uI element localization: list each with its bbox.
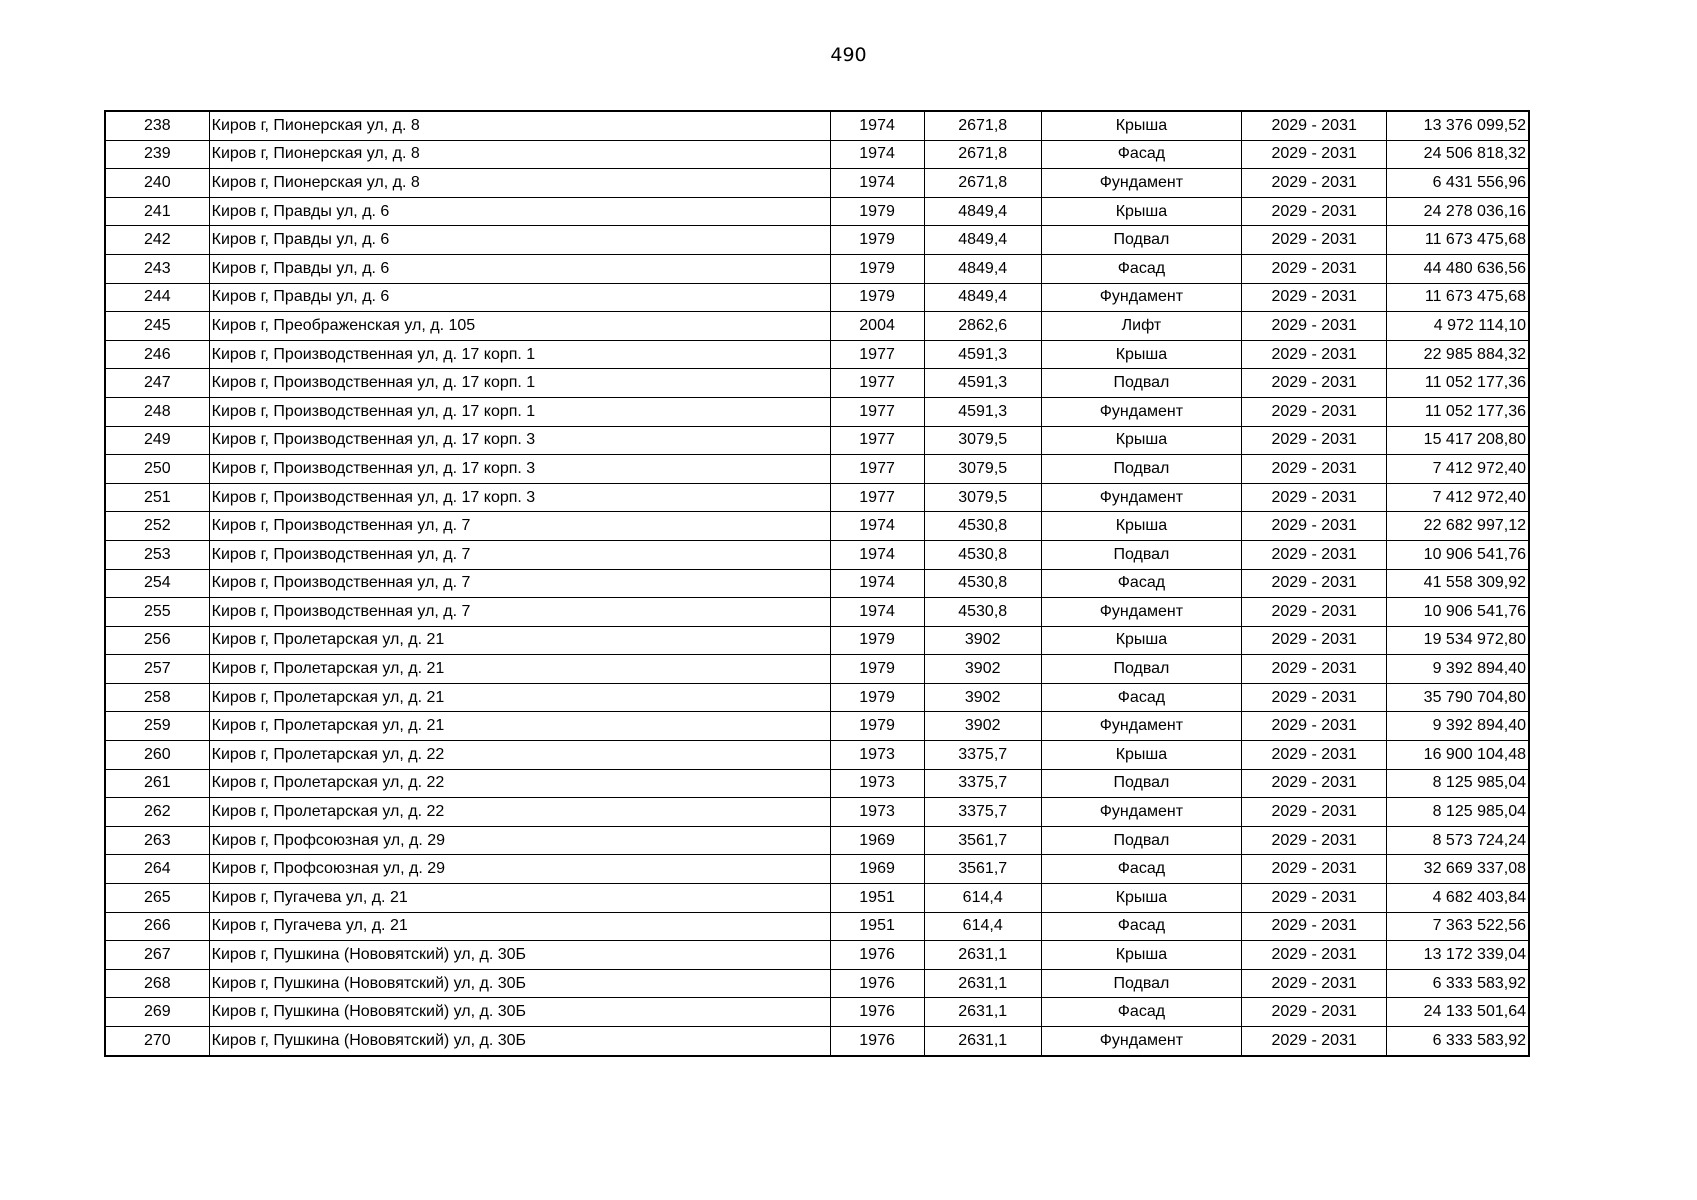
row-number-cell: 242 bbox=[105, 226, 209, 255]
cost-cell: 13 376 099,52 bbox=[1387, 111, 1529, 140]
cost-cell: 6 333 583,92 bbox=[1387, 969, 1529, 998]
period-cell: 2029 - 2031 bbox=[1242, 712, 1387, 741]
address-cell: Киров г, Пугачева ул, д. 21 bbox=[209, 884, 830, 913]
cost-cell: 8 125 985,04 bbox=[1387, 798, 1529, 827]
address-cell: Киров г, Правды ул, д. 6 bbox=[209, 283, 830, 312]
address-cell: Киров г, Правды ул, д. 6 bbox=[209, 254, 830, 283]
cost-cell: 11 673 475,68 bbox=[1387, 283, 1529, 312]
area-cell: 4530,8 bbox=[924, 598, 1041, 627]
address-cell: Киров г, Пушкина (Нововятский) ул, д. 30Б bbox=[209, 941, 830, 970]
row-number-cell: 265 bbox=[105, 884, 209, 913]
repair-schedule-table bbox=[104, 110, 1530, 1057]
table-row bbox=[105, 569, 1529, 598]
period-cell: 2029 - 2031 bbox=[1242, 969, 1387, 998]
row-number-cell: 269 bbox=[105, 998, 209, 1027]
period-cell: 2029 - 2031 bbox=[1242, 655, 1387, 684]
address-cell: Киров г, Профсоюзная ул, д. 29 bbox=[209, 855, 830, 884]
table-row bbox=[105, 312, 1529, 341]
work-type-cell: Подвал bbox=[1041, 769, 1241, 798]
table-row bbox=[105, 598, 1529, 627]
row-number-cell: 248 bbox=[105, 397, 209, 426]
work-type-cell: Крыша bbox=[1041, 741, 1241, 770]
period-cell: 2029 - 2031 bbox=[1242, 397, 1387, 426]
table-row bbox=[105, 626, 1529, 655]
row-number-cell: 256 bbox=[105, 626, 209, 655]
cost-cell: 9 392 894,40 bbox=[1387, 712, 1529, 741]
row-number-cell: 263 bbox=[105, 826, 209, 855]
cost-cell: 41 558 309,92 bbox=[1387, 569, 1529, 598]
table-row bbox=[105, 683, 1529, 712]
year-built-cell: 1969 bbox=[830, 855, 924, 884]
cost-cell: 10 906 541,76 bbox=[1387, 598, 1529, 627]
work-type-cell: Фундамент bbox=[1041, 1027, 1241, 1056]
table-row bbox=[105, 769, 1529, 798]
table-row bbox=[105, 969, 1529, 998]
work-type-cell: Подвал bbox=[1041, 369, 1241, 398]
year-built-cell: 1977 bbox=[830, 483, 924, 512]
table-row bbox=[105, 140, 1529, 169]
address-cell: Киров г, Пролетарская ул, д. 22 bbox=[209, 769, 830, 798]
address-cell: Киров г, Пролетарская ул, д. 21 bbox=[209, 712, 830, 741]
cost-cell: 22 985 884,32 bbox=[1387, 340, 1529, 369]
table-row bbox=[105, 169, 1529, 198]
cost-cell: 13 172 339,04 bbox=[1387, 941, 1529, 970]
address-cell: Киров г, Пролетарская ул, д. 22 bbox=[209, 741, 830, 770]
work-type-cell: Крыша bbox=[1041, 626, 1241, 655]
work-type-cell: Крыша bbox=[1041, 884, 1241, 913]
year-built-cell: 1974 bbox=[830, 569, 924, 598]
row-number-cell: 260 bbox=[105, 741, 209, 770]
table-row bbox=[105, 855, 1529, 884]
cost-cell: 4 972 114,10 bbox=[1387, 312, 1529, 341]
cost-cell: 35 790 704,80 bbox=[1387, 683, 1529, 712]
area-cell: 3902 bbox=[924, 626, 1041, 655]
area-cell: 3561,7 bbox=[924, 826, 1041, 855]
table-body bbox=[105, 111, 1529, 1056]
period-cell: 2029 - 2031 bbox=[1242, 826, 1387, 855]
address-cell: Киров г, Производственная ул, д. 17 корп. 1 bbox=[209, 340, 830, 369]
table-row bbox=[105, 655, 1529, 684]
row-number-cell: 253 bbox=[105, 540, 209, 569]
work-type-cell: Крыша bbox=[1041, 512, 1241, 541]
address-cell: Киров г, Пушкина (Нововятский) ул, д. 30Б bbox=[209, 969, 830, 998]
year-built-cell: 2004 bbox=[830, 312, 924, 341]
work-type-cell: Фасад bbox=[1041, 569, 1241, 598]
cost-cell: 7 363 522,56 bbox=[1387, 912, 1529, 941]
row-number-cell: 243 bbox=[105, 254, 209, 283]
work-type-cell: Подвал bbox=[1041, 826, 1241, 855]
year-built-cell: 1979 bbox=[830, 655, 924, 684]
area-cell: 2671,8 bbox=[924, 140, 1041, 169]
row-number-cell: 245 bbox=[105, 312, 209, 341]
table-row bbox=[105, 197, 1529, 226]
year-built-cell: 1979 bbox=[830, 254, 924, 283]
cost-cell: 8 125 985,04 bbox=[1387, 769, 1529, 798]
table-row bbox=[105, 912, 1529, 941]
cost-cell: 44 480 636,56 bbox=[1387, 254, 1529, 283]
address-cell: Киров г, Производственная ул, д. 17 корп. 1 bbox=[209, 397, 830, 426]
period-cell: 2029 - 2031 bbox=[1242, 626, 1387, 655]
year-built-cell: 1979 bbox=[830, 712, 924, 741]
cost-cell: 22 682 997,12 bbox=[1387, 512, 1529, 541]
period-cell: 2029 - 2031 bbox=[1242, 912, 1387, 941]
area-cell: 4849,4 bbox=[924, 254, 1041, 283]
period-cell: 2029 - 2031 bbox=[1242, 455, 1387, 484]
period-cell: 2029 - 2031 bbox=[1242, 798, 1387, 827]
work-type-cell: Фундамент bbox=[1041, 169, 1241, 198]
year-built-cell: 1977 bbox=[830, 369, 924, 398]
area-cell: 2631,1 bbox=[924, 1027, 1041, 1056]
period-cell: 2029 - 2031 bbox=[1242, 426, 1387, 455]
area-cell: 4849,4 bbox=[924, 283, 1041, 312]
area-cell: 3079,5 bbox=[924, 483, 1041, 512]
area-cell: 2671,8 bbox=[924, 169, 1041, 198]
work-type-cell: Лифт bbox=[1041, 312, 1241, 341]
row-number-cell: 262 bbox=[105, 798, 209, 827]
address-cell: Киров г, Производственная ул, д. 7 bbox=[209, 512, 830, 541]
table-row bbox=[105, 712, 1529, 741]
work-type-cell: Фасад bbox=[1041, 912, 1241, 941]
table-row bbox=[105, 798, 1529, 827]
work-type-cell: Крыша bbox=[1041, 941, 1241, 970]
cost-cell: 32 669 337,08 bbox=[1387, 855, 1529, 884]
address-cell: Киров г, Производственная ул, д. 7 bbox=[209, 540, 830, 569]
work-type-cell: Фундамент bbox=[1041, 798, 1241, 827]
year-built-cell: 1979 bbox=[830, 226, 924, 255]
year-built-cell: 1951 bbox=[830, 884, 924, 913]
area-cell: 3561,7 bbox=[924, 855, 1041, 884]
address-cell: Киров г, Производственная ул, д. 17 корп. 1 bbox=[209, 369, 830, 398]
table-row bbox=[105, 483, 1529, 512]
area-cell: 4849,4 bbox=[924, 226, 1041, 255]
address-cell: Киров г, Производственная ул, д. 7 bbox=[209, 569, 830, 598]
period-cell: 2029 - 2031 bbox=[1242, 169, 1387, 198]
row-number-cell: 241 bbox=[105, 197, 209, 226]
period-cell: 2029 - 2031 bbox=[1242, 312, 1387, 341]
year-built-cell: 1976 bbox=[830, 1027, 924, 1056]
area-cell: 3902 bbox=[924, 683, 1041, 712]
table-row bbox=[105, 512, 1529, 541]
address-cell: Киров г, Пролетарская ул, д. 21 bbox=[209, 683, 830, 712]
cost-cell: 6 333 583,92 bbox=[1387, 1027, 1529, 1056]
area-cell: 4591,3 bbox=[924, 397, 1041, 426]
year-built-cell: 1973 bbox=[830, 798, 924, 827]
address-cell: Киров г, Производственная ул, д. 17 корп. 3 bbox=[209, 483, 830, 512]
row-number-cell: 252 bbox=[105, 512, 209, 541]
table-row bbox=[105, 340, 1529, 369]
row-number-cell: 261 bbox=[105, 769, 209, 798]
table-row bbox=[105, 426, 1529, 455]
row-number-cell: 244 bbox=[105, 283, 209, 312]
cost-cell: 11 052 177,36 bbox=[1387, 397, 1529, 426]
period-cell: 2029 - 2031 bbox=[1242, 140, 1387, 169]
table-row bbox=[105, 741, 1529, 770]
area-cell: 2631,1 bbox=[924, 969, 1041, 998]
address-cell: Киров г, Пушкина (Нововятский) ул, д. 30Б bbox=[209, 1027, 830, 1056]
row-number-cell: 270 bbox=[105, 1027, 209, 1056]
address-cell: Киров г, Производственная ул, д. 17 корп. 3 bbox=[209, 426, 830, 455]
area-cell: 3902 bbox=[924, 712, 1041, 741]
year-built-cell: 1974 bbox=[830, 598, 924, 627]
area-cell: 4530,8 bbox=[924, 540, 1041, 569]
area-cell: 4530,8 bbox=[924, 569, 1041, 598]
work-type-cell: Фасад bbox=[1041, 140, 1241, 169]
table-row bbox=[105, 941, 1529, 970]
period-cell: 2029 - 2031 bbox=[1242, 283, 1387, 312]
area-cell: 3375,7 bbox=[924, 769, 1041, 798]
table-row bbox=[105, 884, 1529, 913]
year-built-cell: 1977 bbox=[830, 455, 924, 484]
period-cell: 2029 - 2031 bbox=[1242, 884, 1387, 913]
row-number-cell: 258 bbox=[105, 683, 209, 712]
row-number-cell: 240 bbox=[105, 169, 209, 198]
area-cell: 3902 bbox=[924, 655, 1041, 684]
work-type-cell: Фасад bbox=[1041, 254, 1241, 283]
address-cell: Киров г, Пионерская ул, д. 8 bbox=[209, 111, 830, 140]
area-cell: 2862,6 bbox=[924, 312, 1041, 341]
work-type-cell: Подвал bbox=[1041, 455, 1241, 484]
address-cell: Киров г, Пионерская ул, д. 8 bbox=[209, 169, 830, 198]
year-built-cell: 1973 bbox=[830, 769, 924, 798]
period-cell: 2029 - 2031 bbox=[1242, 855, 1387, 884]
row-number-cell: 257 bbox=[105, 655, 209, 684]
area-cell: 3079,5 bbox=[924, 426, 1041, 455]
period-cell: 2029 - 2031 bbox=[1242, 111, 1387, 140]
work-type-cell: Подвал bbox=[1041, 226, 1241, 255]
year-built-cell: 1951 bbox=[830, 912, 924, 941]
work-type-cell: Фундамент bbox=[1041, 283, 1241, 312]
table-row bbox=[105, 369, 1529, 398]
area-cell: 4849,4 bbox=[924, 197, 1041, 226]
period-cell: 2029 - 2031 bbox=[1242, 226, 1387, 255]
year-built-cell: 1979 bbox=[830, 683, 924, 712]
row-number-cell: 264 bbox=[105, 855, 209, 884]
year-built-cell: 1976 bbox=[830, 998, 924, 1027]
year-built-cell: 1974 bbox=[830, 169, 924, 198]
address-cell: Киров г, Правды ул, д. 6 bbox=[209, 226, 830, 255]
work-type-cell: Крыша bbox=[1041, 426, 1241, 455]
row-number-cell: 238 bbox=[105, 111, 209, 140]
year-built-cell: 1977 bbox=[830, 340, 924, 369]
table-row bbox=[105, 397, 1529, 426]
year-built-cell: 1979 bbox=[830, 626, 924, 655]
year-built-cell: 1977 bbox=[830, 426, 924, 455]
cost-cell: 10 906 541,76 bbox=[1387, 540, 1529, 569]
cost-cell: 7 412 972,40 bbox=[1387, 483, 1529, 512]
cost-cell: 11 052 177,36 bbox=[1387, 369, 1529, 398]
period-cell: 2029 - 2031 bbox=[1242, 998, 1387, 1027]
area-cell: 3375,7 bbox=[924, 741, 1041, 770]
work-type-cell: Фундамент bbox=[1041, 598, 1241, 627]
cost-cell: 4 682 403,84 bbox=[1387, 884, 1529, 913]
address-cell: Киров г, Пролетарская ул, д. 22 bbox=[209, 798, 830, 827]
cost-cell: 16 900 104,48 bbox=[1387, 741, 1529, 770]
year-built-cell: 1969 bbox=[830, 826, 924, 855]
work-type-cell: Крыша bbox=[1041, 111, 1241, 140]
cost-cell: 6 431 556,96 bbox=[1387, 169, 1529, 198]
period-cell: 2029 - 2031 bbox=[1242, 540, 1387, 569]
year-built-cell: 1977 bbox=[830, 397, 924, 426]
period-cell: 2029 - 2031 bbox=[1242, 512, 1387, 541]
work-type-cell: Подвал bbox=[1041, 655, 1241, 684]
address-cell: Киров г, Пионерская ул, д. 8 bbox=[209, 140, 830, 169]
table-row bbox=[105, 1027, 1529, 1056]
area-cell: 4591,3 bbox=[924, 340, 1041, 369]
table-row bbox=[105, 283, 1529, 312]
work-type-cell: Подвал bbox=[1041, 969, 1241, 998]
address-cell: Киров г, Пушкина (Нововятский) ул, д. 30Б bbox=[209, 998, 830, 1027]
year-built-cell: 1974 bbox=[830, 512, 924, 541]
period-cell: 2029 - 2031 bbox=[1242, 254, 1387, 283]
period-cell: 2029 - 2031 bbox=[1242, 340, 1387, 369]
work-type-cell: Фасад bbox=[1041, 683, 1241, 712]
area-cell: 2671,8 bbox=[924, 111, 1041, 140]
row-number-cell: 267 bbox=[105, 941, 209, 970]
table-row bbox=[105, 254, 1529, 283]
row-number-cell: 250 bbox=[105, 455, 209, 484]
period-cell: 2029 - 2031 bbox=[1242, 741, 1387, 770]
work-type-cell: Фундамент bbox=[1041, 397, 1241, 426]
cost-cell: 8 573 724,24 bbox=[1387, 826, 1529, 855]
row-number-cell: 251 bbox=[105, 483, 209, 512]
cost-cell: 24 133 501,64 bbox=[1387, 998, 1529, 1027]
row-number-cell: 254 bbox=[105, 569, 209, 598]
address-cell: Киров г, Правды ул, д. 6 bbox=[209, 197, 830, 226]
address-cell: Киров г, Профсоюзная ул, д. 29 bbox=[209, 826, 830, 855]
work-type-cell: Крыша bbox=[1041, 340, 1241, 369]
period-cell: 2029 - 2031 bbox=[1242, 1027, 1387, 1056]
work-type-cell: Фундамент bbox=[1041, 712, 1241, 741]
area-cell: 3375,7 bbox=[924, 798, 1041, 827]
cost-cell: 11 673 475,68 bbox=[1387, 226, 1529, 255]
area-cell: 4530,8 bbox=[924, 512, 1041, 541]
address-cell: Киров г, Пролетарская ул, д. 21 bbox=[209, 626, 830, 655]
year-built-cell: 1974 bbox=[830, 140, 924, 169]
table-row bbox=[105, 998, 1529, 1027]
row-number-cell: 249 bbox=[105, 426, 209, 455]
row-number-cell: 259 bbox=[105, 712, 209, 741]
address-cell: Киров г, Пролетарская ул, д. 21 bbox=[209, 655, 830, 684]
work-type-cell: Подвал bbox=[1041, 540, 1241, 569]
year-built-cell: 1976 bbox=[830, 941, 924, 970]
year-built-cell: 1976 bbox=[830, 969, 924, 998]
cost-cell: 24 506 818,32 bbox=[1387, 140, 1529, 169]
year-built-cell: 1973 bbox=[830, 741, 924, 770]
period-cell: 2029 - 2031 bbox=[1242, 598, 1387, 627]
period-cell: 2029 - 2031 bbox=[1242, 683, 1387, 712]
row-number-cell: 239 bbox=[105, 140, 209, 169]
cost-cell: 24 278 036,16 bbox=[1387, 197, 1529, 226]
area-cell: 614,4 bbox=[924, 884, 1041, 913]
year-built-cell: 1974 bbox=[830, 540, 924, 569]
cost-cell: 7 412 972,40 bbox=[1387, 455, 1529, 484]
address-cell: Киров г, Производственная ул, д. 17 корп. 3 bbox=[209, 455, 830, 484]
cost-cell: 19 534 972,80 bbox=[1387, 626, 1529, 655]
area-cell: 4591,3 bbox=[924, 369, 1041, 398]
period-cell: 2029 - 2031 bbox=[1242, 769, 1387, 798]
year-built-cell: 1979 bbox=[830, 283, 924, 312]
table-row bbox=[105, 826, 1529, 855]
year-built-cell: 1979 bbox=[830, 197, 924, 226]
row-number-cell: 266 bbox=[105, 912, 209, 941]
table-row bbox=[105, 455, 1529, 484]
period-cell: 2029 - 2031 bbox=[1242, 941, 1387, 970]
row-number-cell: 247 bbox=[105, 369, 209, 398]
period-cell: 2029 - 2031 bbox=[1242, 197, 1387, 226]
address-cell: Киров г, Преображенская ул, д. 105 bbox=[209, 312, 830, 341]
row-number-cell: 246 bbox=[105, 340, 209, 369]
area-cell: 614,4 bbox=[924, 912, 1041, 941]
area-cell: 3079,5 bbox=[924, 455, 1041, 484]
work-type-cell: Фундамент bbox=[1041, 483, 1241, 512]
work-type-cell: Фасад bbox=[1041, 998, 1241, 1027]
period-cell: 2029 - 2031 bbox=[1242, 569, 1387, 598]
cost-cell: 15 417 208,80 bbox=[1387, 426, 1529, 455]
row-number-cell: 255 bbox=[105, 598, 209, 627]
year-built-cell: 1974 bbox=[830, 111, 924, 140]
work-type-cell: Фасад bbox=[1041, 855, 1241, 884]
work-type-cell: Крыша bbox=[1041, 197, 1241, 226]
area-cell: 2631,1 bbox=[924, 998, 1041, 1027]
period-cell: 2029 - 2031 bbox=[1242, 369, 1387, 398]
table-row bbox=[105, 540, 1529, 569]
address-cell: Киров г, Производственная ул, д. 7 bbox=[209, 598, 830, 627]
row-number-cell: 268 bbox=[105, 969, 209, 998]
table-row bbox=[105, 111, 1529, 140]
cost-cell: 9 392 894,40 bbox=[1387, 655, 1529, 684]
area-cell: 2631,1 bbox=[924, 941, 1041, 970]
address-cell: Киров г, Пугачева ул, д. 21 bbox=[209, 912, 830, 941]
table-row bbox=[105, 226, 1529, 255]
period-cell: 2029 - 2031 bbox=[1242, 483, 1387, 512]
page-number: 490 bbox=[830, 44, 867, 66]
